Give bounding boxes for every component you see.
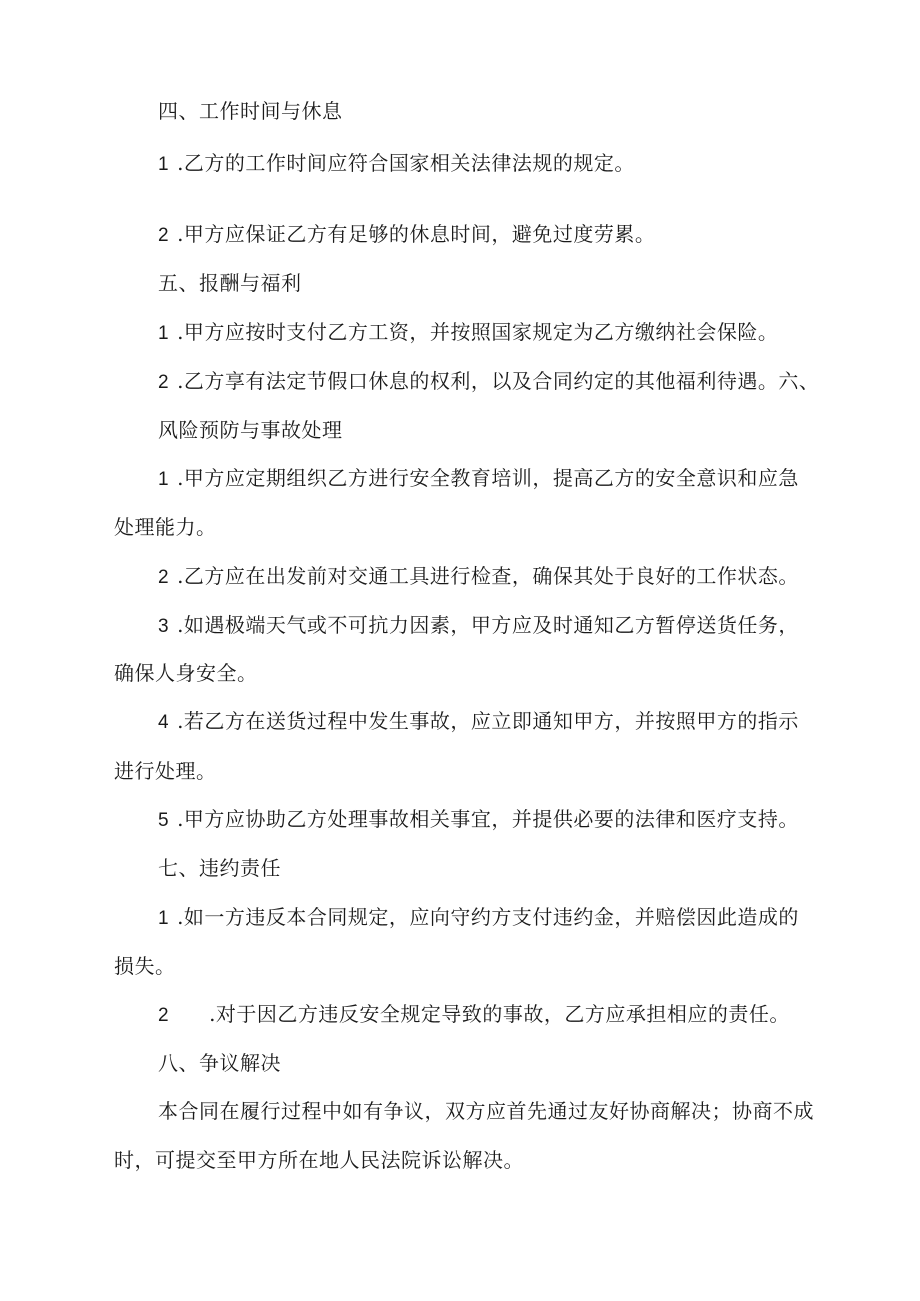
section-heading-7: 七、违约责任 — [158, 856, 281, 880]
clause-text: .若乙方在送货过程中发生事故，应立即通知甲方，并按照甲方的指示 — [177, 709, 799, 733]
clause-number: 4 — [158, 712, 170, 733]
clause-7-1 — [158, 905, 799, 931]
clause-6-4-continuation: 进行处理。 — [114, 759, 217, 783]
clause-6-4 — [158, 709, 799, 735]
clause-text: .乙方享有法定节假口休息的权利，以及合同约定的其他福利待遇。六、 — [177, 369, 820, 393]
clause-text: .乙方应在出发前对交通工具进行检查，确保其处于良好的工作状态。 — [177, 564, 799, 588]
clause-text: .甲方应保证乙方有足够的休息时间，避免过度劳累。 — [177, 222, 656, 246]
clause-text: .如一方违反本合同规定，应向守约方支付违约金，并赔偿因此造成的 — [177, 905, 799, 929]
clause-6-1 — [158, 466, 799, 492]
section-heading-6: 风险预防与事故处理 — [158, 418, 343, 442]
dispute-paragraph: 本合同在履行过程中如有争议，双方应首先通过友好协商解决；协商不成 — [158, 1099, 814, 1123]
section-heading-8: 八、争议解决 — [158, 1051, 281, 1075]
clause-number: 2 — [158, 567, 170, 588]
clause-6-2 — [158, 564, 799, 590]
section-heading-4: 四、工作时间与休息 — [158, 99, 343, 123]
clause-text: .甲方应定期组织乙方进行安全教育培训，提高乙方的安全意识和应急 — [177, 466, 799, 490]
clause-6-3-continuation: 确保人身安全。 — [114, 661, 258, 685]
clause-5-1 — [158, 320, 778, 346]
clause-number: 1 — [158, 908, 170, 929]
section-heading-5: 五、报酬与福利 — [158, 271, 302, 295]
clause-6-3 — [158, 613, 799, 639]
clause-text: .甲方应协助乙方处理事故相关事宜，并提供必要的法律和医疗支持。 — [177, 807, 799, 831]
clause-number: 2 — [158, 1005, 170, 1026]
clause-text: .乙方的工作时间应符合国家相关法律法规的规定。 — [177, 151, 635, 175]
clause-6-5 — [158, 807, 799, 833]
clause-text: .如遇极端天气或不可抗力因素，甲方应及时通知乙方暂停送货任务， — [177, 613, 799, 637]
clause-number: 1 — [158, 323, 170, 344]
clause-text: .对于因乙方违反安全规定导致的事故，乙方应承担相应的责任。 — [209, 1002, 790, 1026]
clause-number: 1 — [158, 469, 170, 490]
clause-6-1-continuation: 处理能力。 — [114, 515, 217, 539]
clause-number: 3 — [158, 616, 170, 637]
clause-7-2 — [158, 1002, 790, 1028]
clause-4-2 — [158, 222, 655, 248]
clause-number: 5 — [158, 810, 170, 831]
clause-5-2 — [158, 369, 819, 395]
dispute-paragraph-continuation: 时，可提交至甲方所在地人民法院诉讼解决。 — [114, 1148, 524, 1172]
clause-7-1-continuation: 损失。 — [114, 954, 176, 978]
clause-text: .甲方应按时支付乙方工资，并按照国家规定为乙方缴纳社会保险。 — [177, 320, 779, 344]
clause-number: 2 — [158, 225, 170, 246]
clause-number: 2 — [158, 372, 170, 393]
clause-number: 1 — [158, 154, 170, 175]
clause-4-1 — [158, 151, 635, 177]
